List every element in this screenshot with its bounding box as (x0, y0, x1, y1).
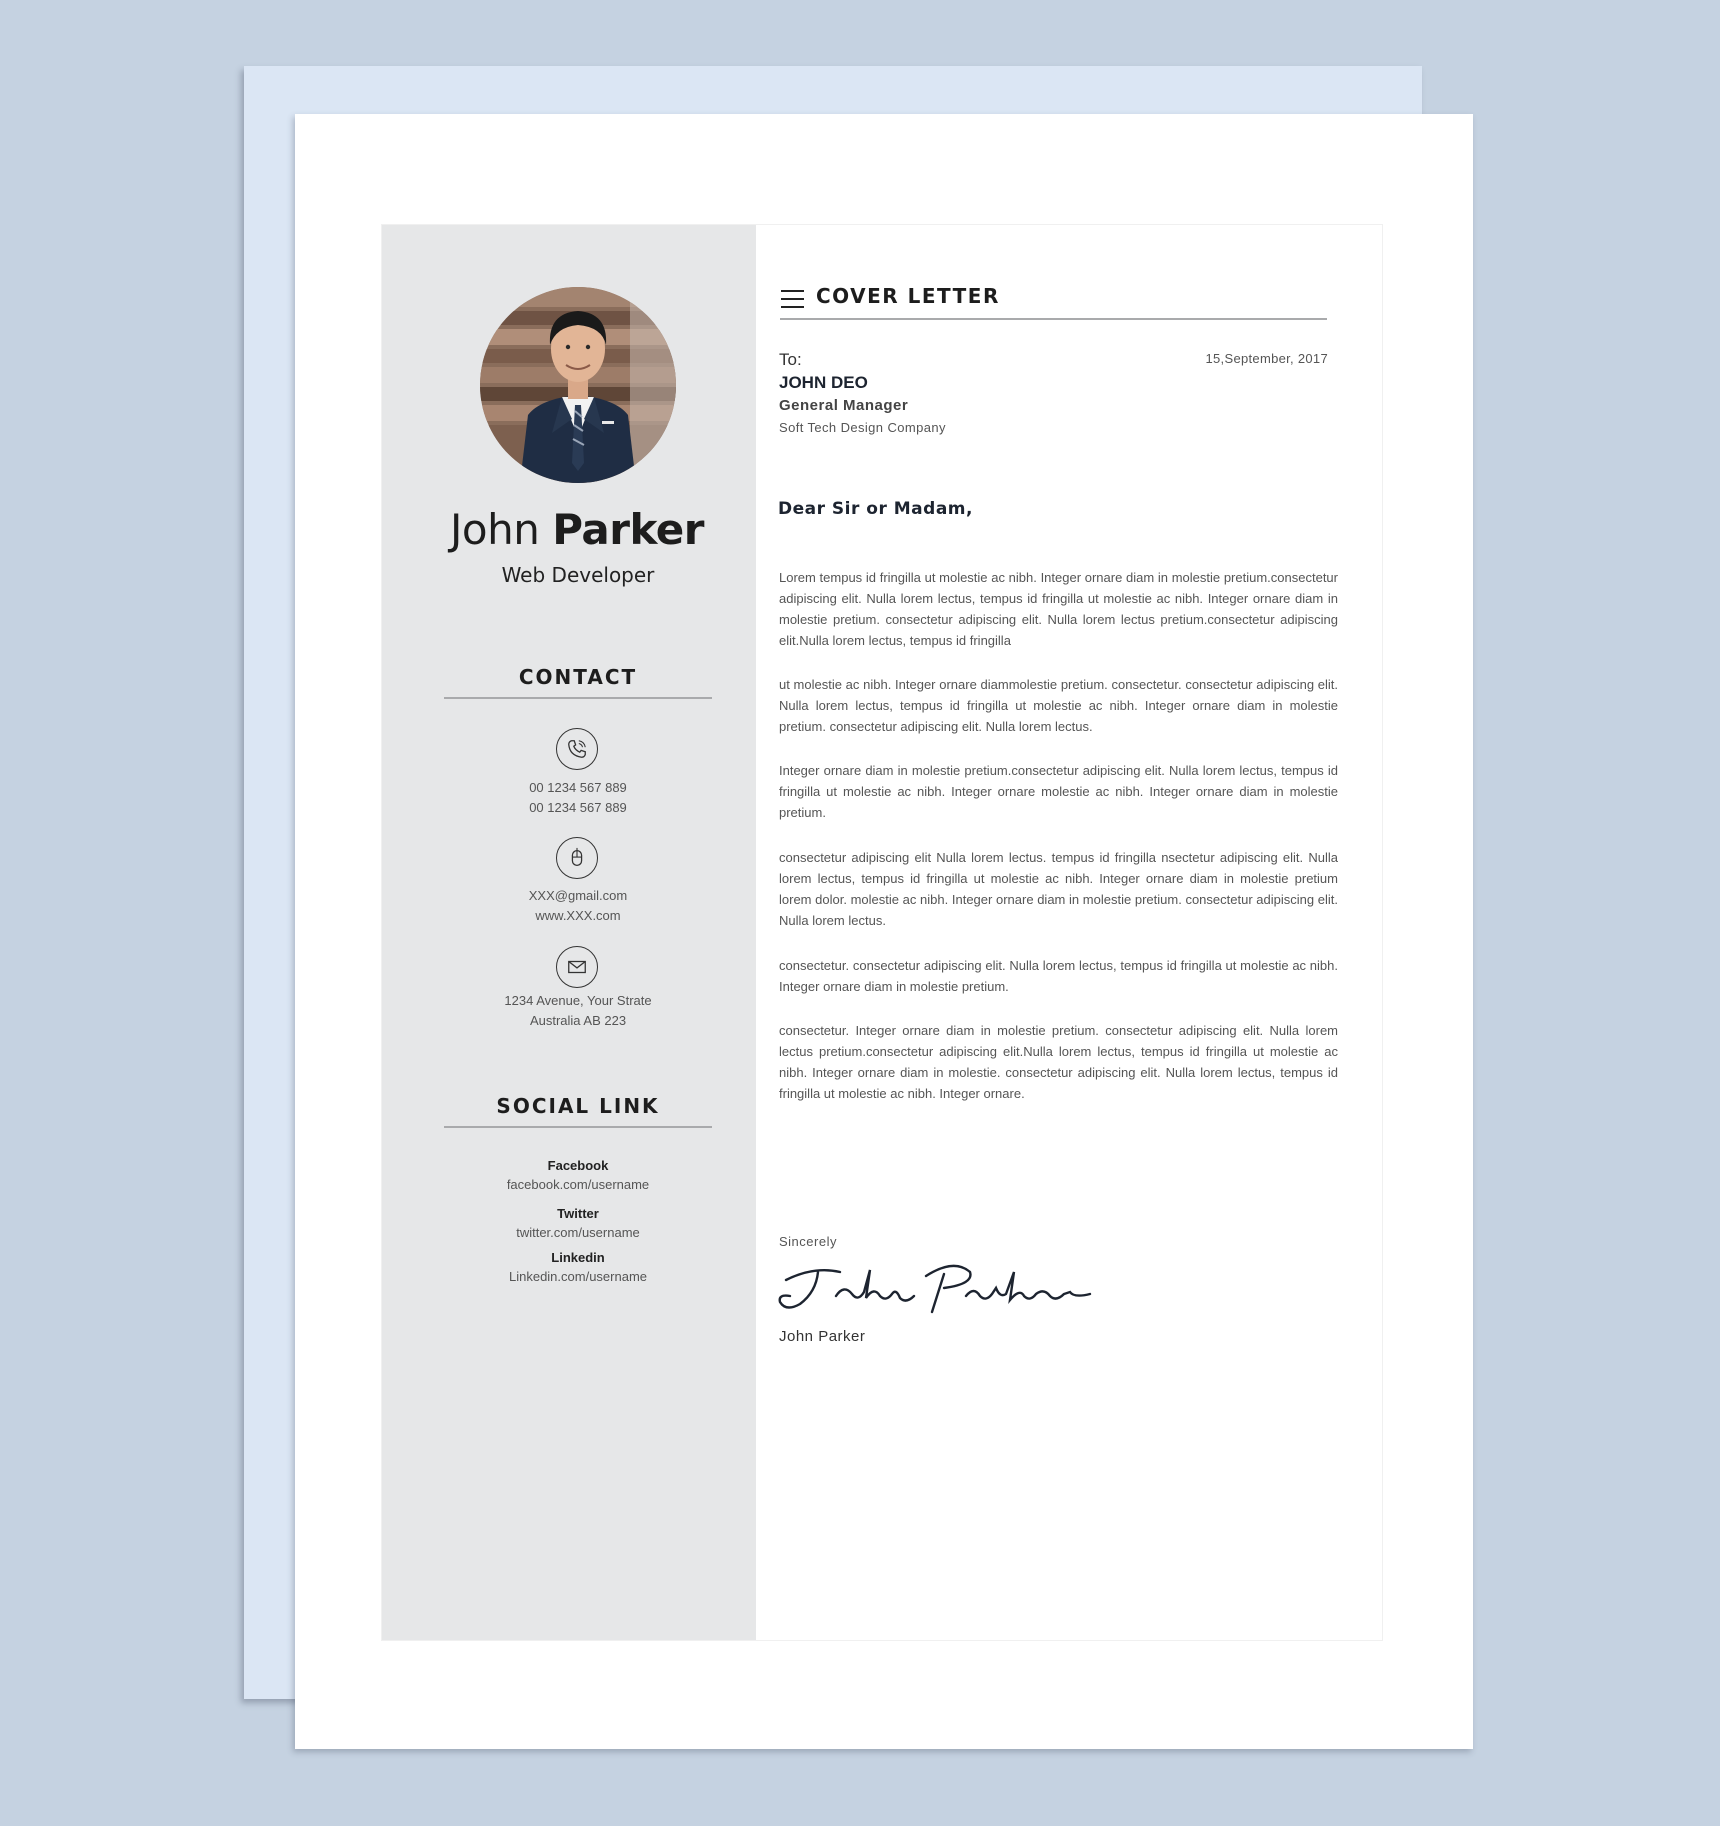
to-label: To: (779, 350, 802, 369)
last-name: Parker (552, 505, 704, 554)
front-sheet (295, 114, 1473, 1749)
signed-name: John Parker (779, 1328, 866, 1345)
letter-title: COVER LETTER (816, 284, 1000, 308)
social-label: Facebook (547, 1158, 609, 1173)
social-item-facebook (444, 1156, 712, 1194)
paragraph-5: consectetur. consectetur adipiscing elit. Nulla lorem lectus, tempus id fringilla ut molestie ac nibh. Integer ornare diam in molestie pretium. (779, 958, 1338, 994)
postal-address (444, 991, 712, 1031)
mouse-icon (556, 837, 598, 879)
email-address: XXX@gmail.com (528, 888, 628, 903)
mail-icon (556, 946, 598, 988)
salutation: Dear Sir or Madam, (778, 499, 973, 519)
letter-date: 15,September, 2017 (1205, 351, 1328, 366)
social-item-linkedin (444, 1248, 712, 1286)
menu-icon (781, 290, 804, 308)
social-link[interactable]: Linkedin.com/username (508, 1269, 648, 1284)
social-heading: SOCIAL LINK (444, 1094, 712, 1128)
signature-image (774, 1258, 1094, 1318)
address-line-2: Australia AB 223 (529, 1013, 627, 1028)
closing: Sincerely (779, 1234, 837, 1249)
website: www.XXX.com (535, 908, 621, 923)
recipient-company: Soft Tech Design Company (779, 420, 946, 435)
paragraph-3: Integer ornare diam in molestie pretium.consectetur adipiscing elit. Nulla lorem lectus, tempus id fringilla ut molestie ac nibh. Integer ornare molestie ac nibh. Integer ornare diam in molestie pretium. (779, 763, 1338, 820)
social-label: Twitter (557, 1206, 599, 1221)
recipient-title: General Manager (779, 397, 909, 414)
phone-icon (556, 728, 598, 770)
phone-numbers (444, 778, 712, 818)
letter-body (756, 225, 1382, 1640)
social-link[interactable]: twitter.com/username (516, 1225, 640, 1240)
profile-photo (480, 287, 676, 483)
candidate-role: Web Developer (501, 563, 655, 587)
social-label: Linkedin (551, 1250, 605, 1265)
recipient-name: JOHN DEO (779, 373, 868, 392)
web-contacts (444, 886, 712, 926)
first-name: John (450, 505, 540, 554)
phone-number-1: 00 1234 567 889 (529, 780, 627, 795)
paragraph-6: consectetur. Integer ornare diam in molestie pretium. consectetur adipiscing elit. Nulla lorem lectus pretium.consectetur adipiscing elit.Nulla lorem lectus, tempus id fringilla ut molestie ac nibh. Integer ornare diam in molestie. consectetur adipiscing elit. Nulla lorem lectus, tempus id fringilla ut molestie ac nibh. Integer ornare. (779, 1023, 1338, 1101)
address-line-1: 1234 Avenue, Your Strate (504, 993, 652, 1008)
paragraph-2: ut molestie ac nibh. Integer ornare diammolestie pretium. consectetur. consectetur adipiscing elit. Nulla lorem lectus, tempus id fringilla ut molestie ac nibh. Integer ornare diam in molestie pretium. consectetur adipiscing elit. Nulla lorem lectus. (779, 677, 1338, 734)
phone-number-2: 00 1234 567 889 (529, 800, 627, 815)
sidebar (382, 225, 756, 1640)
paragraph-1: Lorem tempus id fringilla ut molestie ac nibh. Integer ornare diam in molestie pretium.consectetur adipiscing elit. Nulla lorem lectus, tempus id fringilla ut molestie ac nibh. Integer ornare diam in molestie pretium. consectetur adipiscing elit. Nulla lorem lectus pretium.consectetur adipiscing elit.Nulla lorem lectus, tempus id fringilla (779, 570, 1338, 648)
paragraph-4: consectetur adipiscing elit Nulla lorem lectus. tempus id fringilla nsectetur adipiscing elit. Nulla lorem lectus, tempus id fringilla ut molestie ac nibh. Integer ornare diam in molestie pretium lorem dolor. molestie ac nibh. Integer ornare diam in molestie pretium. consectetur adipiscing elit. Nulla lorem lectus. (779, 850, 1338, 928)
contact-heading: CONTACT (444, 665, 712, 699)
social-item-twitter (444, 1204, 712, 1242)
title-divider (780, 318, 1327, 320)
candidate-name (382, 505, 772, 554)
social-link[interactable]: facebook.com/username (506, 1177, 650, 1192)
cover-letter-document (381, 224, 1383, 1641)
